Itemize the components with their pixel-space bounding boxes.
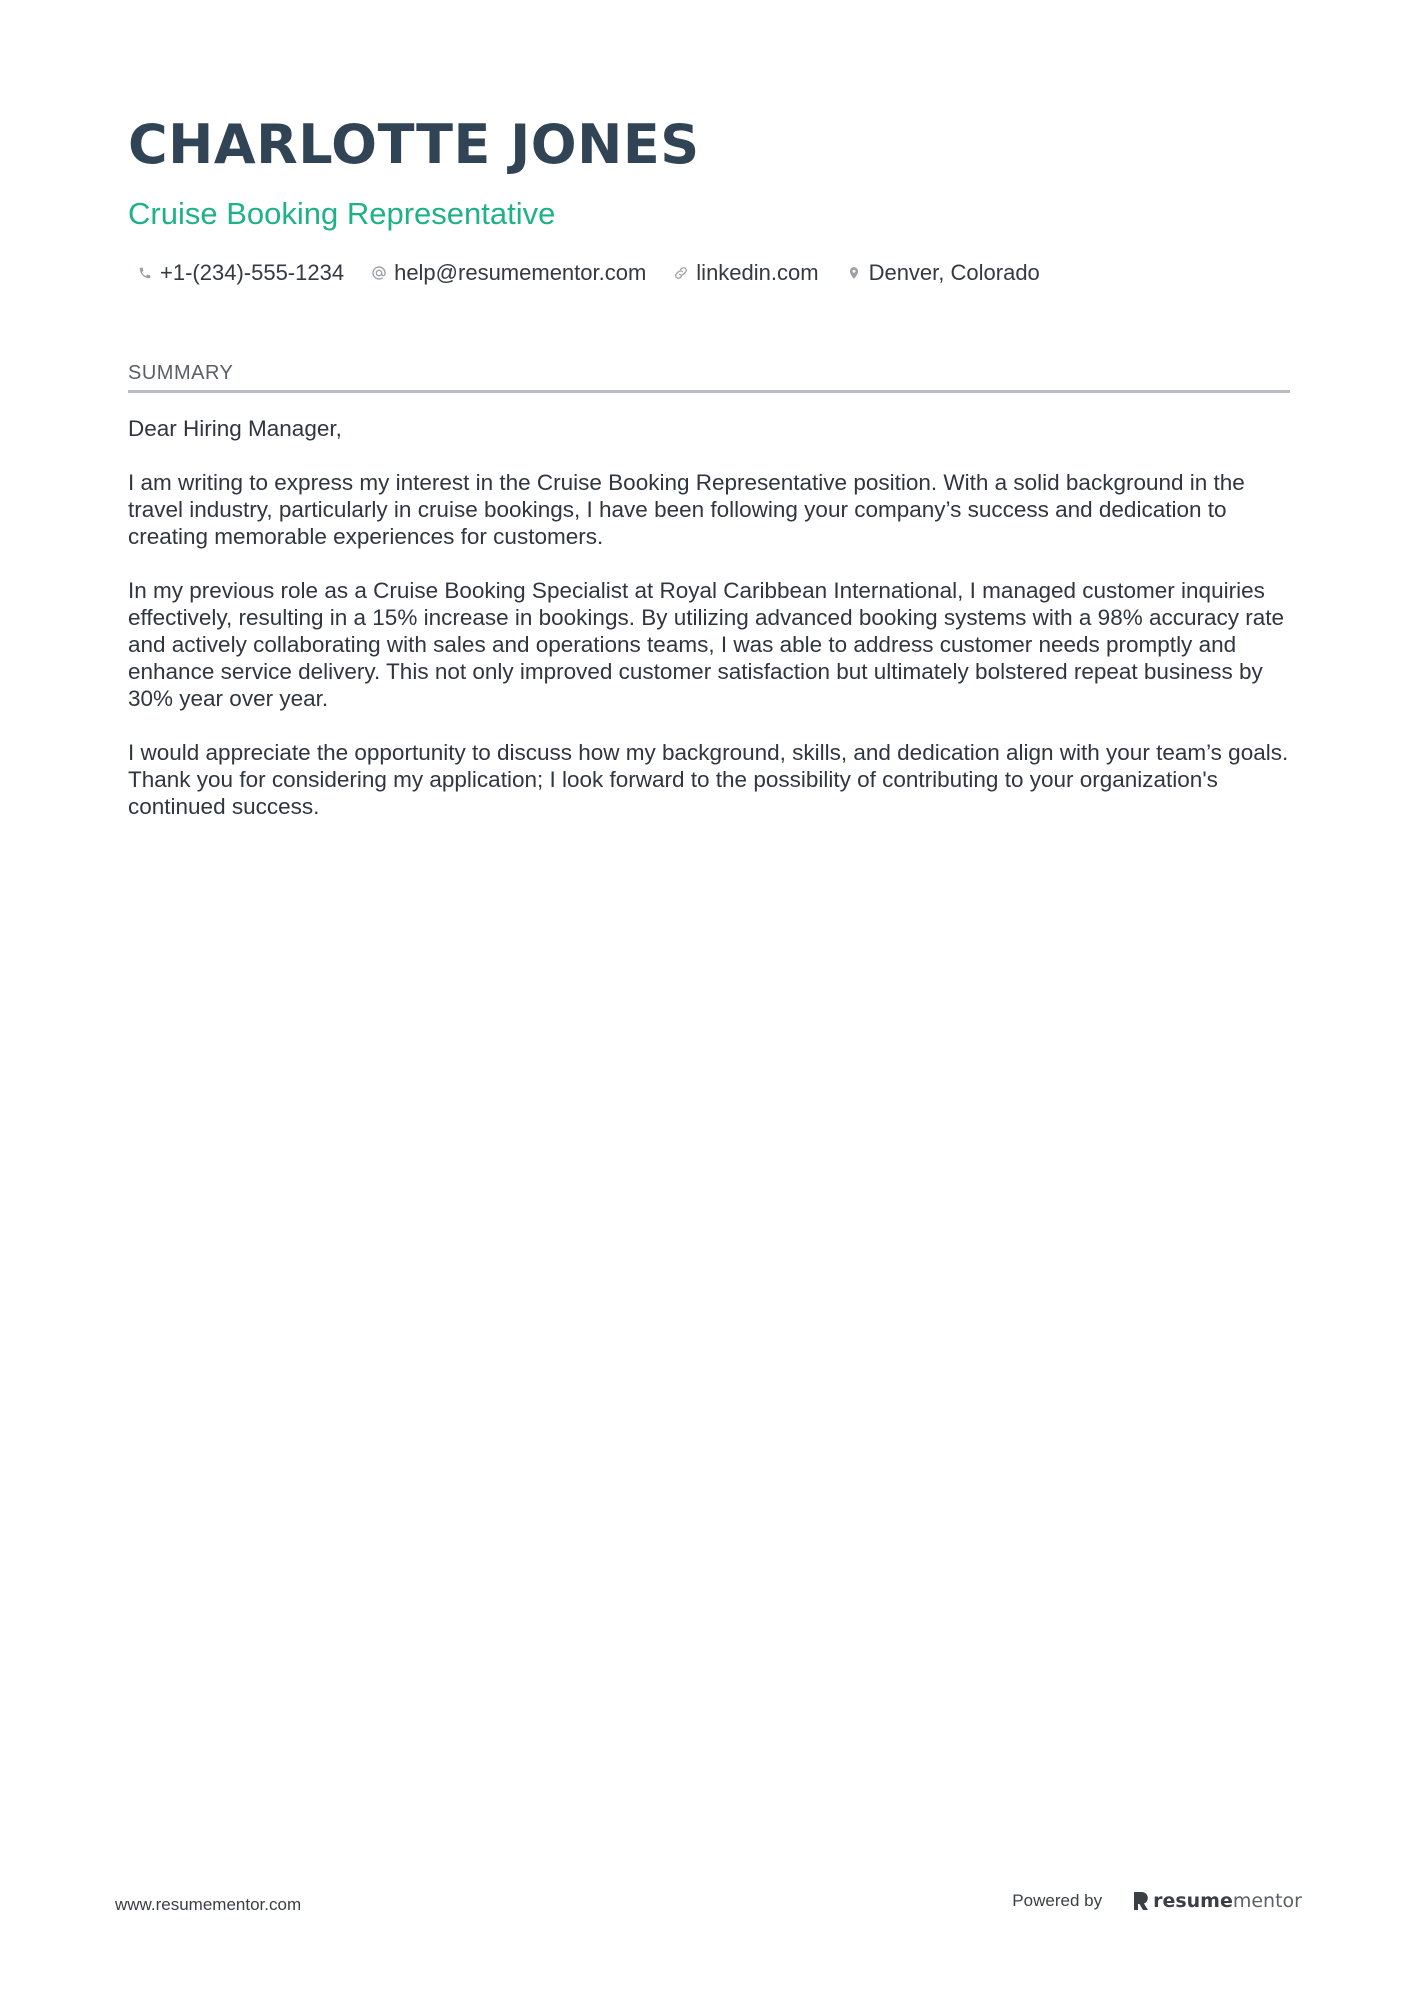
letter-paragraph: I am writing to express my interest in the Cruise Booking Representative position. With a solid background in the travel industry, particularly in cruise bookings, I have been following your company’s success and dedication to creating memorable experiences for customers. <box>128 470 1245 549</box>
contact-linkedin-text: linkedin.com <box>696 260 819 285</box>
phone-icon <box>136 264 154 282</box>
location-pin-icon <box>845 264 863 282</box>
resumementor-logo-icon <box>1132 1890 1150 1912</box>
salutation: Dear Hiring Manager, <box>128 416 342 441</box>
powered-by-label: Powered by <box>1012 1891 1103 1910</box>
at-icon <box>370 264 388 282</box>
candidate-name: CHARLOTTE JONES <box>128 113 700 176</box>
resume-header <box>128 112 1288 288</box>
contact-location-text: Denver, Colorado <box>868 260 1040 285</box>
letter-paragraph: I would appreciate the opportunity to discuss how my background, skills, and dedication align with your team’s goals. Thank you for considering my application; I look forward to the possibility of contributing to your organization's continued success. <box>128 740 1289 819</box>
contact-location <box>845 258 1040 288</box>
summary-section <box>128 360 1290 847</box>
contact-phone-text: +1-(234)-555-1234 <box>160 260 345 285</box>
letter-paragraph: In my previous role as a Cruise Booking Specialist at Royal Caribbean International, I managed customer inquiries effectively, resulting in a 15% increase in bookings. By utilizing advanced booking systems with a 98% accuracy rate and actively collaborating with sales and operations teams, I was able to address customer needs promptly and enhance service delivery. This not only improved customer satisfaction but ultimately bolstered repeat business by 30% year over year. <box>128 578 1285 711</box>
contact-email-text: help@resumementor.com <box>394 260 647 285</box>
link-icon <box>672 264 690 282</box>
contact-row <box>128 258 1288 288</box>
brand-wordmark: resumementor <box>1153 1890 1302 1912</box>
contact-linkedin <box>672 258 818 288</box>
contact-email <box>370 258 646 288</box>
footer-branding <box>1012 1890 1302 1912</box>
candidate-role: Cruise Booking Representative <box>128 196 556 231</box>
section-title: SUMMARY <box>128 360 1290 393</box>
cover-letter-body <box>128 415 1290 820</box>
contact-phone <box>136 258 344 288</box>
brand-logo <box>1132 1890 1302 1912</box>
footer-website: www.resumementor.com <box>115 1895 302 1914</box>
